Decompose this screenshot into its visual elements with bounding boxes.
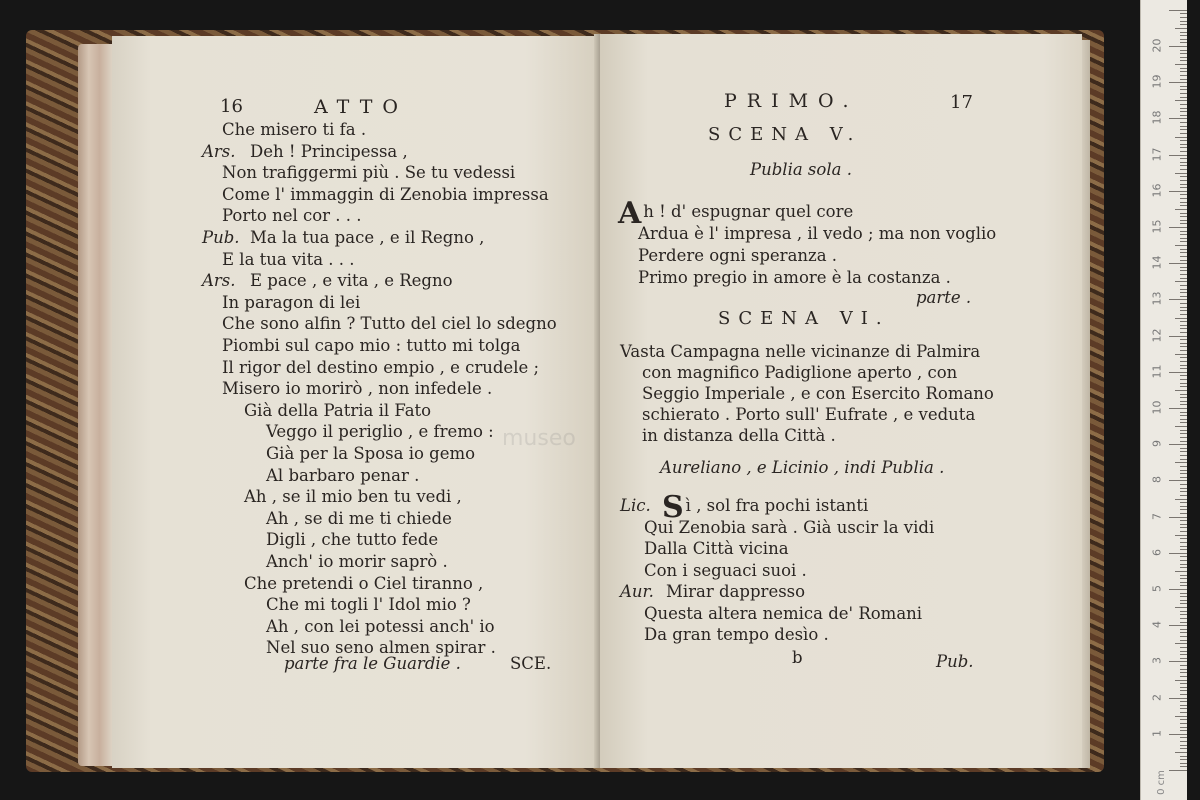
verse-line: Ah , se di me ti chiede bbox=[266, 508, 452, 528]
ruler-number: 17 bbox=[1150, 147, 1164, 162]
ruler-tick bbox=[1180, 375, 1187, 376]
verse-line: Ah ! d' espugnar quel core bbox=[618, 196, 854, 231]
verse-line: Che mi togli l' Idol mio ? bbox=[266, 595, 471, 615]
ruler-tick bbox=[1180, 111, 1187, 112]
ruler-number: 20 bbox=[1150, 38, 1164, 53]
ruler-tick bbox=[1180, 216, 1187, 217]
ruler-tick bbox=[1180, 278, 1187, 279]
ruler-tick bbox=[1180, 401, 1187, 402]
ruler-tick bbox=[1180, 719, 1187, 720]
drop-capital: S bbox=[662, 490, 684, 525]
verse-line: Ah , con lei potessi anch' io bbox=[266, 616, 495, 636]
ruler-tick bbox=[1180, 60, 1187, 61]
speaker-label: Pub. bbox=[202, 228, 240, 247]
ruler-tick bbox=[1180, 289, 1187, 290]
ruler-tick bbox=[1180, 455, 1187, 456]
ruler-tick bbox=[1180, 71, 1187, 72]
ruler-tick bbox=[1169, 661, 1187, 662]
verse-line: Mirar dappresso bbox=[666, 582, 806, 601]
ruler-tick bbox=[1180, 53, 1187, 54]
ruler-number: 8 bbox=[1150, 476, 1164, 484]
verse-line: Che pretendi o Ciel tiranno , bbox=[244, 573, 484, 593]
ruler-tick bbox=[1180, 491, 1187, 492]
ruler-tick bbox=[1180, 477, 1187, 478]
ruler-tick bbox=[1180, 187, 1187, 188]
ruler-tick bbox=[1180, 748, 1187, 749]
ruler-tick bbox=[1180, 415, 1187, 416]
ruler-tick bbox=[1180, 611, 1187, 612]
ruler-tick bbox=[1180, 303, 1187, 304]
ruler-tick bbox=[1180, 57, 1187, 58]
ruler-tick bbox=[1180, 394, 1187, 395]
ruler-tick bbox=[1180, 252, 1187, 253]
catchword: Pub. bbox=[936, 652, 974, 671]
ruler-tick bbox=[1180, 433, 1187, 434]
ruler-number: 12 bbox=[1150, 328, 1164, 343]
ruler-tick bbox=[1180, 194, 1187, 195]
setting-line: in distanza della Città . bbox=[642, 426, 836, 445]
ruler-tick bbox=[1180, 708, 1187, 709]
page-number: 16 bbox=[220, 96, 243, 117]
speaker-label: Ars. bbox=[202, 141, 236, 161]
ruler-tick bbox=[1180, 596, 1187, 597]
ruler-tick bbox=[1180, 509, 1187, 510]
ruler-number: 1 bbox=[1150, 729, 1164, 737]
left-page bbox=[112, 36, 598, 768]
ruler-tick bbox=[1169, 336, 1187, 337]
ruler-tick bbox=[1180, 430, 1187, 431]
ruler-tick bbox=[1175, 28, 1187, 29]
ruler-number: 5 bbox=[1150, 585, 1164, 592]
verse-line: Deh ! Principessa , bbox=[250, 141, 408, 161]
ruler-tick bbox=[1180, 184, 1187, 185]
ruler-tick bbox=[1180, 35, 1187, 36]
ruler-number: 13 bbox=[1150, 291, 1164, 306]
ruler-tick bbox=[1180, 104, 1187, 105]
ruler-tick bbox=[1180, 292, 1187, 293]
verse-line: Come l' immaggin di Zenobia impressa bbox=[222, 184, 549, 204]
scene-v-persons: Publia sola . bbox=[750, 160, 852, 179]
ruler-tick bbox=[1180, 622, 1187, 623]
verse-line: Già della Patria il Fato bbox=[244, 400, 432, 420]
ruler-tick bbox=[1180, 68, 1187, 69]
ruler-tick bbox=[1180, 238, 1187, 239]
ruler-tick bbox=[1180, 567, 1187, 568]
ruler-tick bbox=[1180, 513, 1187, 514]
ruler-tick bbox=[1169, 770, 1187, 771]
ruler-tick bbox=[1180, 473, 1187, 474]
ruler-tick bbox=[1180, 267, 1187, 268]
setting-line: schierato . Porto sull' Eufrate , e veduta bbox=[642, 405, 976, 424]
ruler-tick bbox=[1180, 600, 1187, 601]
ruler-tick bbox=[1175, 752, 1187, 753]
ruler-tick bbox=[1180, 495, 1187, 496]
verse-line: Che sono alfin ? Tutto del ciel lo sdegno bbox=[222, 314, 557, 334]
ruler-tick bbox=[1180, 321, 1187, 322]
ruler-number: 6 bbox=[1150, 548, 1164, 556]
ruler-tick bbox=[1180, 654, 1187, 655]
ruler-tick bbox=[1180, 328, 1187, 329]
speaker-label: Aur. bbox=[620, 582, 654, 601]
ruler-tick bbox=[1180, 13, 1187, 14]
setting-line: Seggio Imperiale , e con Esercito Romano bbox=[642, 384, 994, 403]
ruler-tick bbox=[1180, 223, 1187, 224]
ruler-tick bbox=[1175, 426, 1187, 427]
verse-line: Questa altera nemica de' Romani bbox=[644, 603, 923, 623]
ruler-tick bbox=[1180, 665, 1187, 666]
ruler-tick bbox=[1180, 422, 1187, 423]
ruler-tick bbox=[1169, 191, 1187, 192]
ruler-tick bbox=[1180, 50, 1187, 51]
ruler-tick bbox=[1180, 86, 1187, 87]
ruler-tick bbox=[1169, 734, 1187, 735]
ruler-tick bbox=[1169, 698, 1187, 699]
verse-line: Il rigor del destino empio , e crudele ; bbox=[222, 357, 540, 377]
ruler-tick bbox=[1169, 517, 1187, 518]
ruler-tick bbox=[1180, 213, 1187, 214]
ruler-tick bbox=[1180, 220, 1187, 221]
ruler-number: 4 bbox=[1150, 621, 1164, 629]
ruler-tick bbox=[1180, 651, 1187, 652]
ruler-tick bbox=[1180, 575, 1187, 576]
ruler-tick bbox=[1180, 93, 1187, 94]
ruler-tick bbox=[1175, 209, 1187, 210]
ruler-tick bbox=[1175, 680, 1187, 681]
ruler-tick bbox=[1180, 531, 1187, 532]
ruler-tick bbox=[1180, 260, 1187, 261]
ruler-tick bbox=[1175, 643, 1187, 644]
ruler-tick bbox=[1180, 687, 1187, 688]
ruler-tick bbox=[1180, 636, 1187, 637]
ruler-tick bbox=[1180, 404, 1187, 405]
ruler-tick bbox=[1180, 542, 1187, 543]
ruler-number: 10 bbox=[1150, 400, 1164, 415]
verse-line: Digli , che tutto fede bbox=[266, 530, 439, 550]
ruler-tick bbox=[1169, 553, 1187, 554]
ruler-tick bbox=[1180, 296, 1187, 297]
ruler-tick bbox=[1180, 527, 1187, 528]
ruler-tick bbox=[1180, 332, 1187, 333]
ruler-tick bbox=[1175, 390, 1187, 391]
ruler-tick bbox=[1175, 137, 1187, 138]
ruler-number: 16 bbox=[1150, 183, 1164, 198]
verse-line: Che misero ti fa . bbox=[222, 120, 367, 139]
ruler-tick bbox=[1180, 147, 1187, 148]
ruler-tick bbox=[1180, 249, 1187, 250]
ruler-tick bbox=[1180, 564, 1187, 565]
ruler-tick bbox=[1180, 108, 1187, 109]
ruler-tick bbox=[1175, 462, 1187, 463]
ruler-tick bbox=[1175, 318, 1187, 319]
ruler-tick bbox=[1180, 484, 1187, 485]
ruler-tick bbox=[1169, 480, 1187, 481]
ruler-tick bbox=[1169, 408, 1187, 409]
catchword: SCE. bbox=[510, 654, 552, 673]
ruler-number: 11 bbox=[1150, 364, 1164, 379]
ruler-tick bbox=[1180, 39, 1187, 40]
verse-line: Qui Zenobia sarà . Già uscir la vidi bbox=[644, 517, 935, 537]
ruler-tick bbox=[1180, 694, 1187, 695]
ruler-number: 14 bbox=[1150, 255, 1164, 270]
ruler-tick bbox=[1180, 412, 1187, 413]
ruler-tick bbox=[1180, 151, 1187, 152]
ruler-tick bbox=[1180, 270, 1187, 271]
ruler-tick bbox=[1169, 589, 1187, 590]
ruler-tick bbox=[1180, 585, 1187, 586]
ruler-tick bbox=[1180, 520, 1187, 521]
ruler-tick bbox=[1180, 75, 1187, 76]
verse-line: Porto nel cor . . . bbox=[222, 206, 362, 226]
ruler-tick bbox=[1180, 202, 1187, 203]
ruler-tick bbox=[1180, 419, 1187, 420]
ruler-tick bbox=[1180, 437, 1187, 438]
ruler-tick bbox=[1180, 578, 1187, 579]
ruler-tick bbox=[1180, 690, 1187, 691]
ruler-tick bbox=[1180, 361, 1187, 362]
ruler-tick bbox=[1180, 165, 1187, 166]
ruler-tick bbox=[1175, 64, 1187, 65]
ruler-tick bbox=[1180, 169, 1187, 170]
verse-line: In paragon di lei bbox=[222, 292, 361, 312]
ruler-number: 18 bbox=[1150, 110, 1164, 125]
ruler-tick bbox=[1180, 314, 1187, 315]
verse-line: Misero io morirò , non infedele . bbox=[222, 379, 493, 399]
stage-direction: parte fra le Guardie . bbox=[284, 654, 461, 673]
measuring-ruler bbox=[1140, 0, 1187, 800]
ruler-tick bbox=[1180, 133, 1187, 134]
watermark: museo bbox=[502, 426, 576, 451]
ruler-tick bbox=[1180, 122, 1187, 123]
ruler-tick bbox=[1180, 556, 1187, 557]
signature-mark: b bbox=[792, 648, 803, 667]
ruler-tick bbox=[1180, 618, 1187, 619]
ruler-tick bbox=[1180, 549, 1187, 550]
ruler-tick bbox=[1180, 357, 1187, 358]
ruler-unit: 0 cm bbox=[1155, 770, 1167, 795]
ruler-tick bbox=[1180, 614, 1187, 615]
ruler-tick bbox=[1180, 350, 1187, 351]
ruler-tick bbox=[1180, 368, 1187, 369]
ruler-tick bbox=[1180, 756, 1187, 757]
ruler-tick bbox=[1180, 158, 1187, 159]
setting-line: Vasta Campagna nelle vicinanze di Palmira bbox=[620, 342, 981, 361]
ruler-tick bbox=[1180, 459, 1187, 460]
page-edges-left bbox=[78, 44, 114, 766]
ruler-number: 19 bbox=[1150, 74, 1164, 89]
verse-line: Piombi sul capo mio : tutto mi tolga bbox=[222, 336, 521, 355]
right-page bbox=[600, 34, 1082, 768]
drop-capital: A bbox=[618, 196, 642, 231]
ruler-tick bbox=[1180, 205, 1187, 206]
ruler-tick bbox=[1180, 763, 1187, 764]
ruler-tick bbox=[1169, 444, 1187, 445]
ruler-tick bbox=[1180, 386, 1187, 387]
ruler-tick bbox=[1180, 669, 1187, 670]
ruler-tick bbox=[1180, 365, 1187, 366]
running-head: ATTO bbox=[314, 96, 408, 118]
verse-line: Con i seguaci suoi . bbox=[644, 560, 807, 580]
ruler-tick bbox=[1180, 451, 1187, 452]
ruler-tick bbox=[1180, 180, 1187, 181]
ruler-tick bbox=[1180, 256, 1187, 257]
ruler-tick bbox=[1180, 582, 1187, 583]
ruler-tick bbox=[1180, 441, 1187, 442]
ruler-tick bbox=[1180, 488, 1187, 489]
ruler-tick bbox=[1180, 705, 1187, 706]
ruler-tick bbox=[1169, 118, 1187, 119]
ruler-tick bbox=[1180, 234, 1187, 235]
ruler-tick bbox=[1180, 285, 1187, 286]
ruler-tick bbox=[1169, 625, 1187, 626]
ruler-tick bbox=[1175, 607, 1187, 608]
ruler-tick bbox=[1180, 32, 1187, 33]
scene-v-exit: parte . bbox=[916, 288, 972, 307]
ruler-tick bbox=[1180, 231, 1187, 232]
verse-line: Al barbaro penar . bbox=[266, 465, 420, 485]
ruler-tick bbox=[1180, 241, 1187, 242]
ruler-tick bbox=[1180, 712, 1187, 713]
verse-line: Veggo il periglio , e fremo : bbox=[266, 422, 494, 442]
ruler-tick bbox=[1180, 730, 1187, 731]
ruler-tick bbox=[1180, 683, 1187, 684]
ruler-tick bbox=[1180, 274, 1187, 275]
verse-line: Primo pregio in amore è la costanza . bbox=[638, 268, 951, 287]
ruler-number: 9 bbox=[1150, 440, 1164, 448]
verse-line: Ma la tua pace , e il Regno , bbox=[250, 228, 485, 247]
ruler-tick bbox=[1180, 737, 1187, 738]
verse-line: Dalla Città vicina bbox=[644, 539, 789, 558]
ruler-tick bbox=[1175, 716, 1187, 717]
ruler-tick bbox=[1169, 46, 1187, 47]
ruler-tick bbox=[1180, 658, 1187, 659]
ruler-tick bbox=[1175, 535, 1187, 536]
ruler-number: 3 bbox=[1150, 657, 1164, 665]
ruler-tick bbox=[1180, 723, 1187, 724]
verse-line: E la tua vita . . . bbox=[222, 249, 355, 269]
verse-line: Anch' io morir saprò . bbox=[266, 552, 448, 571]
ruler-tick bbox=[1180, 745, 1187, 746]
setting-line: con magnifico Padiglione aperto , con bbox=[642, 363, 958, 382]
ruler-tick bbox=[1175, 173, 1187, 174]
speaker-label: Ars. bbox=[202, 271, 236, 291]
ruler-tick bbox=[1180, 97, 1187, 98]
ruler-tick bbox=[1169, 227, 1187, 228]
ruler-tick bbox=[1180, 676, 1187, 677]
ruler-tick bbox=[1180, 162, 1187, 163]
ruler-tick bbox=[1180, 397, 1187, 398]
ruler-tick bbox=[1180, 759, 1187, 760]
verse-line: E pace , e vita , e Regno bbox=[250, 271, 453, 291]
page-number: 17 bbox=[950, 92, 973, 113]
verse-line: Sì , sol fra pochi istanti bbox=[662, 490, 869, 525]
ruler-tick bbox=[1180, 24, 1187, 25]
ruler-tick bbox=[1180, 741, 1187, 742]
ruler-tick bbox=[1180, 538, 1187, 539]
ruler-tick bbox=[1180, 339, 1187, 340]
ruler-tick bbox=[1169, 155, 1187, 156]
verse-line: Da gran tempo desìo . bbox=[644, 625, 829, 644]
ruler-tick bbox=[1180, 672, 1187, 673]
ruler-tick bbox=[1180, 448, 1187, 449]
ruler-tick bbox=[1180, 343, 1187, 344]
ruler-tick bbox=[1180, 176, 1187, 177]
ruler-tick bbox=[1175, 354, 1187, 355]
ruler-tick bbox=[1180, 546, 1187, 547]
ruler-tick bbox=[1175, 499, 1187, 500]
ruler-tick bbox=[1180, 129, 1187, 130]
scene-vi-persons: Aureliano , e Licinio , indi Publia . bbox=[660, 458, 945, 477]
ruler-tick bbox=[1180, 466, 1187, 467]
ruler-tick bbox=[1180, 560, 1187, 561]
ruler-tick bbox=[1180, 383, 1187, 384]
ruler-tick bbox=[1180, 647, 1187, 648]
verse-line: Nel suo seno almen spirar . bbox=[266, 638, 496, 658]
ruler-tick bbox=[1180, 144, 1187, 145]
ruler-tick bbox=[1180, 593, 1187, 594]
ruler-tick bbox=[1180, 89, 1187, 90]
ruler-tick bbox=[1180, 307, 1187, 308]
ruler-tick bbox=[1180, 140, 1187, 141]
ruler-number: 15 bbox=[1150, 219, 1164, 234]
verse-line: Ardua è l' impresa , il vedo ; ma non voglio bbox=[638, 224, 997, 243]
verse-line: Perdere ogni speranza . bbox=[638, 246, 838, 265]
ruler-tick bbox=[1180, 325, 1187, 326]
speaker-label: Lic. bbox=[620, 496, 651, 515]
ruler-tick bbox=[1180, 502, 1187, 503]
ruler-tick bbox=[1169, 263, 1187, 264]
ruler-tick bbox=[1169, 10, 1187, 11]
ruler-tick bbox=[1180, 629, 1187, 630]
ruler-tick bbox=[1180, 524, 1187, 525]
ruler-tick bbox=[1180, 115, 1187, 116]
ruler-tick bbox=[1180, 79, 1187, 80]
ruler-tick bbox=[1180, 470, 1187, 471]
scene-v-title: SCENA V. bbox=[708, 124, 862, 145]
ruler-tick bbox=[1180, 640, 1187, 641]
ruler-tick bbox=[1180, 506, 1187, 507]
scene-vi-title: SCENA VI. bbox=[718, 308, 890, 329]
ruler-tick bbox=[1180, 310, 1187, 311]
ruler-tick bbox=[1175, 245, 1187, 246]
ruler-tick bbox=[1180, 346, 1187, 347]
ruler-tick bbox=[1180, 126, 1187, 127]
ruler-tick bbox=[1180, 603, 1187, 604]
ruler-tick bbox=[1180, 766, 1187, 767]
verse-line: Ah , se il mio ben tu vedi , bbox=[244, 487, 462, 507]
ruler-tick bbox=[1180, 379, 1187, 380]
ruler-tick bbox=[1175, 281, 1187, 282]
ruler-tick bbox=[1180, 42, 1187, 43]
ruler-tick bbox=[1175, 100, 1187, 101]
ruler-tick bbox=[1180, 632, 1187, 633]
verse-line: Già per la Sposa io gemo bbox=[266, 444, 476, 463]
ruler-tick bbox=[1169, 299, 1187, 300]
verse-line: Non trafiggermi più . Se tu vedessi bbox=[222, 163, 516, 183]
ruler-tick bbox=[1180, 21, 1187, 22]
ruler-tick bbox=[1180, 17, 1187, 18]
ruler-tick bbox=[1180, 727, 1187, 728]
ruler-tick bbox=[1175, 571, 1187, 572]
ruler-tick bbox=[1169, 82, 1187, 83]
ruler-tick bbox=[1180, 701, 1187, 702]
running-head: PRIMO. bbox=[724, 90, 859, 112]
ruler-tick bbox=[1169, 372, 1187, 373]
ruler-number: 7 bbox=[1150, 512, 1164, 520]
ruler-tick bbox=[1180, 198, 1187, 199]
ruler-number: 2 bbox=[1150, 693, 1164, 701]
